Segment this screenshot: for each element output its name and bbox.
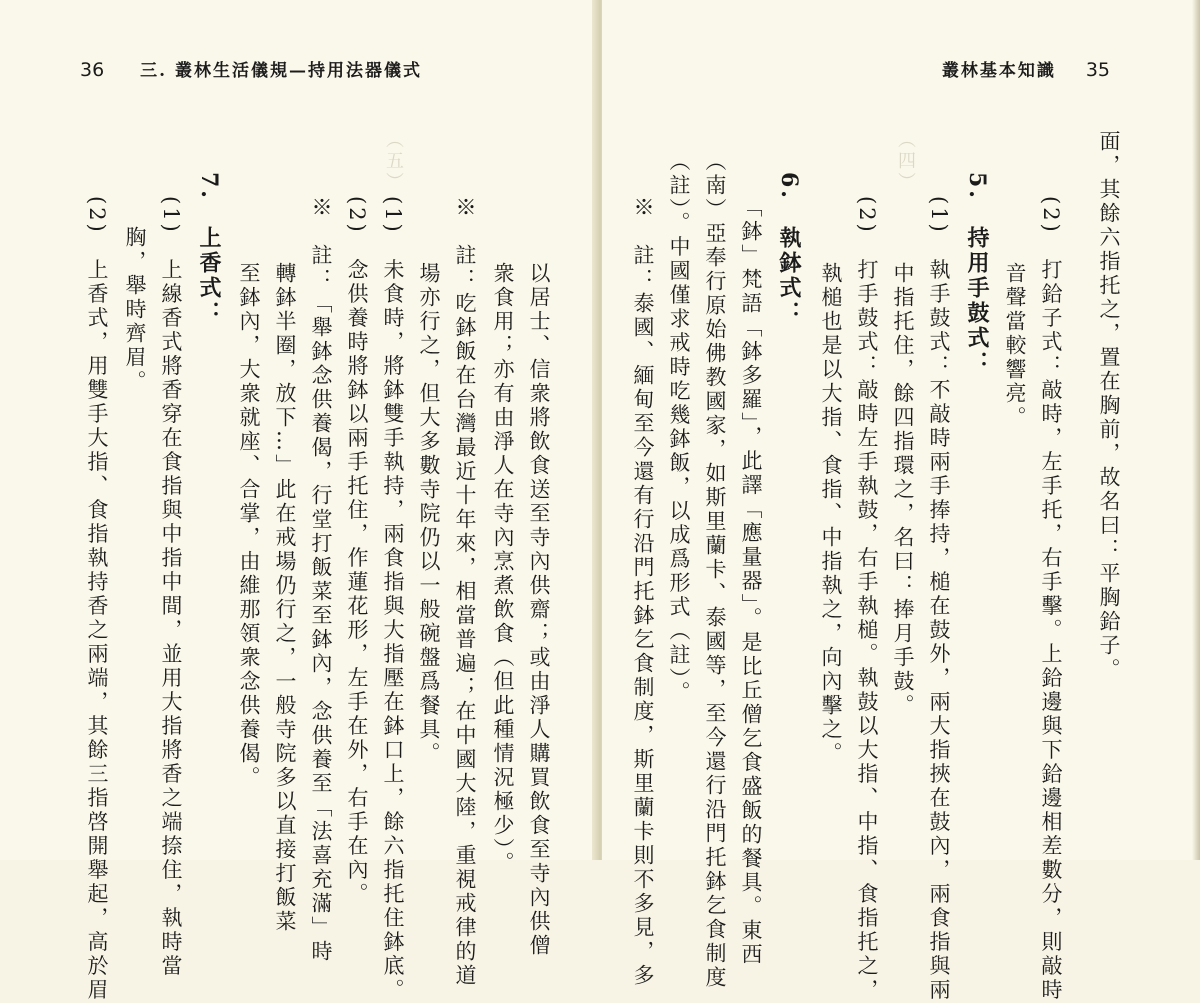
text-column: 音聲當較響亮。 [1003,262,1027,430]
bleed-through-text: （四） [895,130,916,193]
section-heading: 5. 持用手鼓式： [964,172,990,376]
bleed-through-text: （五） [383,130,404,193]
text-column: 至鉢內，大衆就座、合掌，由維那領衆念供養偈。 [237,262,261,790]
left-page-header [80,56,422,82]
text-column: ※ 註：泰國、緬甸至今還有行沿門托鉢乞食制度，斯里蘭卡則不多見，多 [631,196,655,988]
text-column: (1) 上線香式將香穿在食指與中指中間，並用大指將香之端捺住，執時當 [159,196,183,979]
text-column: ※ 註：「舉鉢念供養偈，行堂打飯菜至鉢內，念供養至「法喜充滿」時 [309,196,333,964]
text-column: 以居士、信衆將飲食送至寺內供齋；或由淨人購買飲食至寺內供僧 [527,262,551,958]
section-heading: 6. 執鉢式： [776,172,802,326]
text-column: 轉鉢半圈，放下…」此在戒場仍行之，一般寺院多以直接打飯菜 [273,262,297,934]
text-column: (2) 念供養時將鉢以兩手托住，作蓮花形，左手在外，右手在內。 [345,196,369,907]
text-column: 面，其餘六指托之，置在胸前，故名曰：平胸鉿子。 [1097,130,1121,682]
text-column: 「鉢」梵語「鉢多羅」，此譯「應量器」。是比丘僧乞食盛飯的餐具。東西 [739,196,763,967]
left-page-number: 36 [80,59,105,81]
text-column: （南）亞奉行原始佛教國家，如斯里蘭卡、泰國等，至今還行沿門托鉢乞食制度 [703,150,727,990]
text-column: 場亦行之，但大多數寺院仍以一般碗盤爲餐具。 [417,262,441,766]
left-page [0,0,598,1003]
text-column: (2) 打鉿子式：敲時，左手托，右手擊。上鉿邊與下鉿邊相差數分，則敲時 [1039,196,1063,1003]
right-page-number: 35 [1085,59,1110,81]
text-column: (2) 上香式，用雙手大指、食指執持香之兩端，其餘三指啓開舉起，高於眉 [85,196,109,1003]
text-column: (2) 打手鼓式：敲時左手執鼓，右手執槌。執鼓以大指、中指、食指托之， [855,196,879,1003]
text-column: (1) 執手鼓式：不敲時兩手捧持，槌在鼓外，兩大指挾在鼓內，兩食指與兩 [927,196,951,1003]
left-page-header-title: 三. 叢林生活儀規—持用法器儀式 [140,61,422,81]
text-column: (1) 未食時，將鉢雙手執持，兩食指與大指壓在鉢口上，餘六指托住鉢底。 [381,196,405,1003]
text-column: 中指托住，餘四指環之，名曰：捧月手鼓。 [891,262,915,718]
text-column: 胸，舉時齊眉。 [123,226,147,394]
text-column: ※ 註：吃鉢飯在台灣最近十年來，相當普遍；在中國大陸，重視戒律的道 [453,196,477,988]
right-page-header-title: 叢林基本知識 [941,61,1056,81]
right-page [602,0,1200,1003]
text-column: 衆食用；亦有由淨人在寺內烹煮飲食（但此種情況極少）。 [491,262,515,876]
section-heading: 7. 上香式： [196,172,222,326]
right-page-header [942,56,1110,82]
page-edge [1192,0,1200,860]
text-column: （註）。中國僅求戒時吃幾鉢飯，以成爲形式（註）。 [667,150,691,705]
text-column: 執槌也是以大指、食指、中指執之，向內擊之。 [819,262,843,766]
